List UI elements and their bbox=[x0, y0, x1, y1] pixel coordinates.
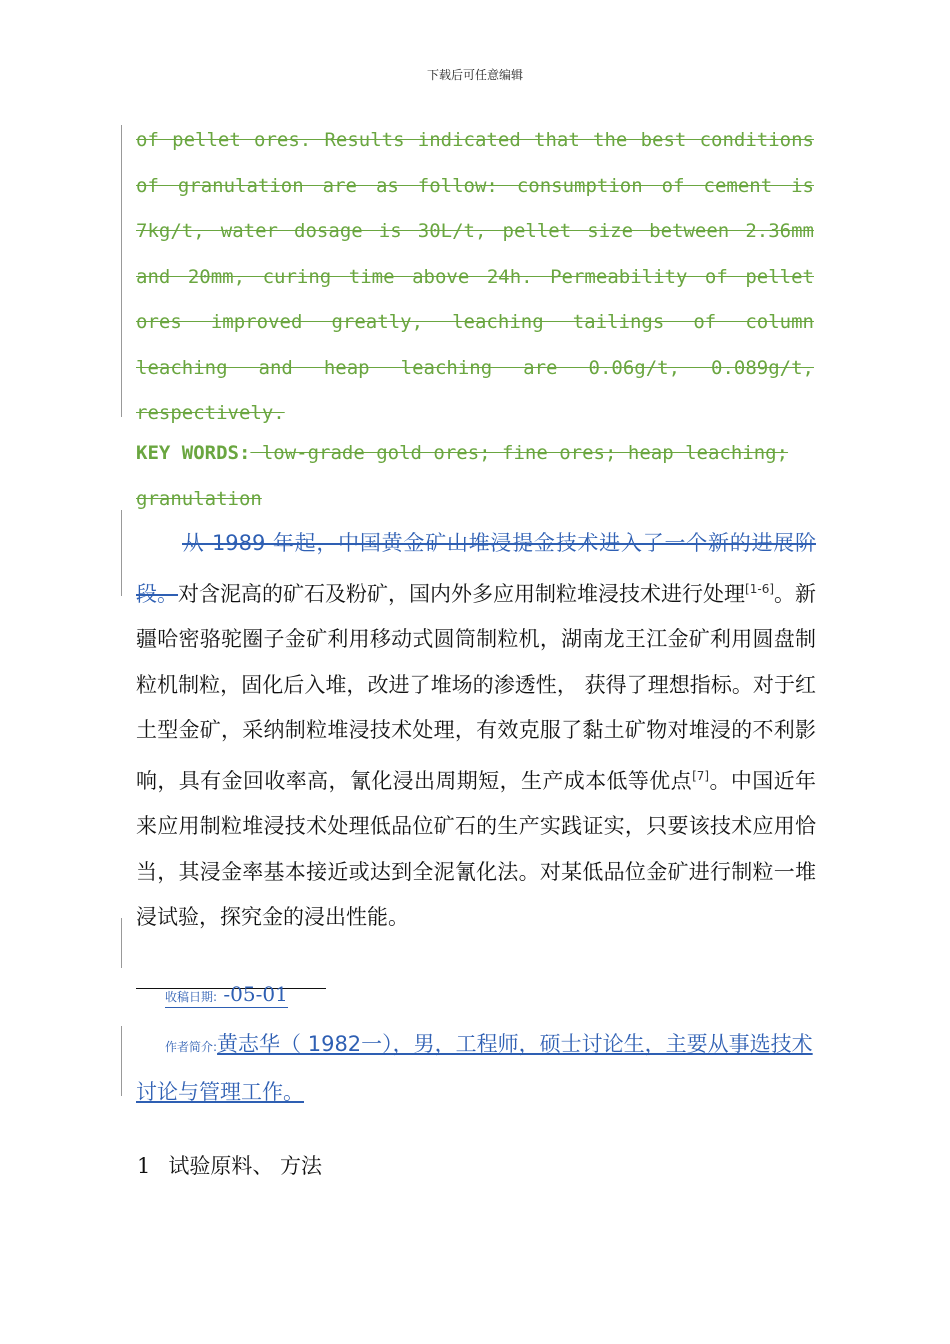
keywords-list: low-grade gold ores; fine ores; heap leaching; granulation bbox=[136, 442, 789, 510]
body-text-part: 。新疆哈密骆驼圈子金矿利用移动式圆筒制粒机，湖南龙王江金矿利用圆盘制粒机制粒，固化后入堆，改进了堆场的渗透性， 获得了理想指标。对于红土型金矿，采纳制粒堆浸技术处理，有效克服了黏土矿物对堆浸的不利影响，具有金回收率高，氰化浸出周期短，生产成本低等优点 bbox=[136, 581, 817, 793]
received-label: 收稿日期: bbox=[165, 990, 218, 1004]
abstract-line: and 20mm, curing time above 24h. Permeability of pellet bbox=[136, 265, 814, 288]
change-bar bbox=[121, 1026, 122, 1096]
keywords bbox=[136, 431, 814, 522]
change-bar bbox=[121, 510, 122, 596]
change-bar bbox=[121, 918, 122, 968]
section-number: 1 bbox=[137, 1154, 151, 1178]
reference-mark: [7] bbox=[692, 768, 710, 783]
keywords-label: KEY WORDS: bbox=[136, 442, 251, 464]
abstract-line: ores improved greatly, leaching tailings of column bbox=[136, 311, 814, 333]
abstract-line: leaching and heap leaching are 0.06g/t, 0.089g/t, bbox=[136, 356, 814, 379]
body-text-part: 。中国近年来应用制粒堆浸技术处理低品位矿石的生产实践证实，只要该技术应用恰当，其浸金率基本接近或达到全泥氰化法。对某低品位金矿进行制粒一堆浸试验，探究金的浸出性能。 bbox=[136, 768, 816, 929]
received-date bbox=[165, 982, 288, 1008]
abstract-line: of pellet ores. Results indicated that the best conditions bbox=[136, 129, 814, 151]
reference-mark: [1-6] bbox=[745, 581, 775, 596]
author-note bbox=[136, 1022, 816, 1115]
body-text-part: 对含泥高的矿石及粉矿，国内外多应用制粒堆浸技术进行处理 bbox=[178, 581, 746, 606]
english-abstract bbox=[136, 118, 814, 437]
abstract-line: 7kg/t, water dosage is 30L/t, pellet size between 2.36mm bbox=[136, 220, 814, 242]
abstract-line: of granulation are as follow: consumption of cement is bbox=[136, 174, 814, 197]
body-paragraph bbox=[136, 521, 816, 941]
section-heading bbox=[137, 1150, 322, 1180]
abstract-line: respectively. bbox=[136, 402, 285, 424]
change-bar bbox=[121, 125, 122, 417]
page-header: 下载后可任意编辑 bbox=[426, 68, 523, 82]
author-label: 作者简介: bbox=[165, 1040, 218, 1054]
deleted-sentence: 从 1989 年起，中国黄金矿山堆浸提金技术进入了一个新的进展阶段。 bbox=[136, 531, 816, 606]
received-value: -05-01 bbox=[217, 982, 288, 1006]
author-text: 黄志华（ 1982一），男，工程师，硕士讨论生，主要从事选技术讨论与管理工作。 bbox=[136, 1032, 813, 1104]
section-title: 试验原料、 方法 bbox=[168, 1154, 323, 1178]
